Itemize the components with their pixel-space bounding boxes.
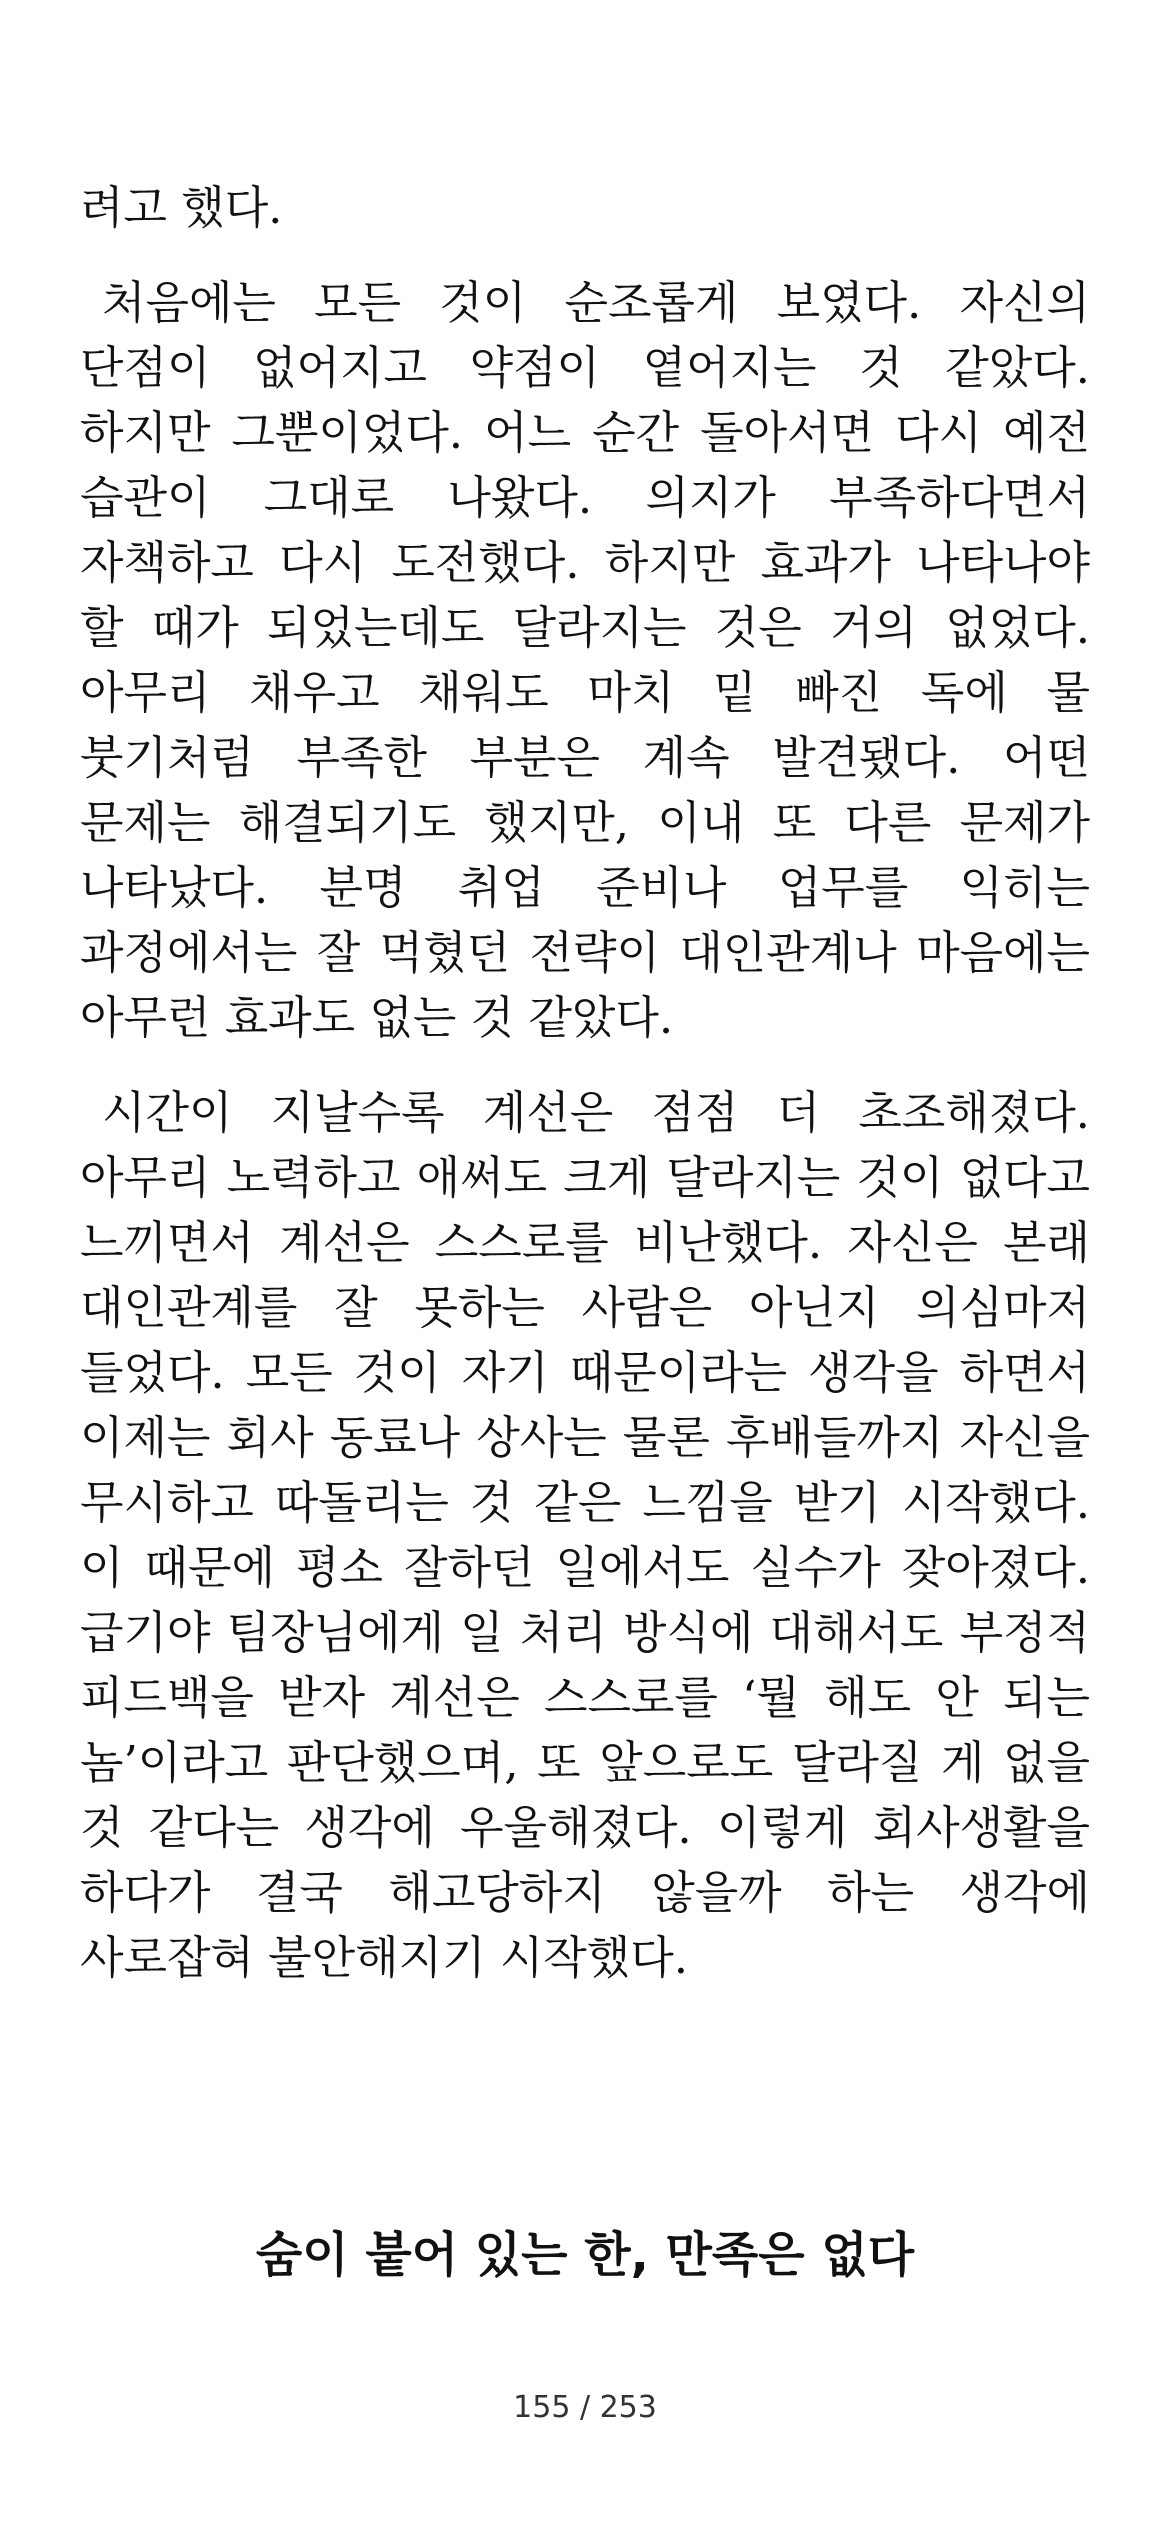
- section-heading: 숨이 붙어 있는 한, 만족은 없다: [255, 2227, 915, 2283]
- page-number-indicator: 155 / 253: [513, 2390, 657, 2425]
- page-content: [80, 175, 1090, 1990]
- paragraph: 처음에는 모든 것이 순조롭게 보였다. 자신의 단점이 없어지고 약점이 옅어지는 것 같았다. 하지만 그뿐이었다. 어느 순간 돌아서면 다시 예전 습관이 그대로 나왔다. 의지가 부족하다면서 자책하고 다시 도전했다. 하지만 효과가 나타나야 할 때가 되었는데도 달라지는 것은 거의 없었다. 아무리 채우고 채워도 마치 밑 빠진 독에 물 붓기처럼 부족한 부분은 계속 발견됐다. 어떤 문제는 해결되기도 했지만, 이내 또 다른 문제가 나타났다. 분명 취업 준비나 업무를 익히는 과정에서는 잘 먹혔던 전략이 대인관계나 마음에는 아무런 효과도 없는 것 같았다.: [80, 276, 1090, 1044]
- paragraph: 시간이 지날수록 계선은 점점 더 초조해졌다. 아무리 노력하고 애써도 크게 달라지는 것이 없다고 느끼면서 계선은 스스로를 비난했다. 자신은 본래 대인관계를 잘 못하는 사람은 아닌지 의심마저 들었다. 모든 것이 자기 때문이라는 생각을 하면서 이제는 회사 동료나 상사는 물론 후배들까지 자신을 무시하고 따돌리는 것 같은 느낌을 받기 시작했다. 이 때문에 평소 잘하던 일에서도 실수가 잦아졌다. 급기야 팀장님에게 일 처리 방식에 대해서도 부정적 피드백을 받자 계선은 스스로를 ‘뭘 해도 안 되는 놈’이라고 판단했으며, 또 앞으로도 달라질 게 없을 것 같다는 생각에 우울해졌다. 이렇게 회사생활을 하다가 결국 해고당하지 않을까 하는 생각에 사로잡혀 불안해지기 시작했다.: [80, 1086, 1090, 1984]
- paragraph-continuation: 려고 했다.: [80, 181, 283, 234]
